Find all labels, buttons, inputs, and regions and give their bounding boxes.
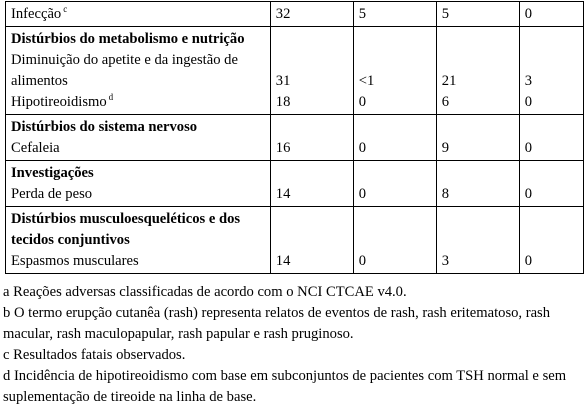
value-cell [519,115,583,161]
value: 5 [358,6,367,22]
value-cell [436,115,519,161]
value: 3 [524,73,533,89]
value: 14 [275,186,291,202]
value-cell [519,161,583,207]
value-cell [519,2,583,27]
table-row-metabolismo [6,27,584,115]
footnote-a: a Reações adversas classificadas de acordo com o NCI CTCAE v4.0. [3,284,407,300]
row-label-cell [6,207,271,274]
value-cell [353,2,436,27]
value-cell [436,207,519,274]
category-heading: Investigações [11,165,94,181]
value: 3 [441,253,450,269]
value: 0 [524,6,533,22]
value-cell [519,27,583,115]
table-row-sistema-nervoso [6,115,584,161]
value-cell [270,115,353,161]
value: 18 [275,94,291,110]
value: 0 [358,186,367,202]
value-cell [270,161,353,207]
value: 0 [524,186,533,202]
value-cell [436,161,519,207]
value: <1 [358,73,375,89]
value: 14 [275,253,291,269]
value: 0 [358,253,367,269]
value: 21 [441,73,457,89]
footnote-b: b O termo erupção cutanêa (rash) representa relatos de eventos de rash, rash eritematoso, rash macular, rash maculopapular, rash papular e rash pruginoso. [3,305,551,342]
row-label: Infecção [11,6,62,22]
value-cell [353,27,436,115]
value-cell [436,27,519,115]
value: 6 [441,94,450,110]
row-label-cell [6,27,271,115]
value: 0 [358,94,367,110]
value: 32 [275,6,291,22]
value: 0 [524,140,533,156]
row-label: Espasmos musculares [11,253,139,269]
value: 16 [275,140,291,156]
value-cell [270,27,353,115]
footnote-marker: c [63,4,68,15]
footnote-c: c Resultados fatais observados. [3,347,186,363]
row-label: Hipotireoidismo [11,94,107,110]
row-label-cell [6,115,271,161]
value-cell [353,207,436,274]
value: 0 [524,94,533,110]
value-cell [436,2,519,27]
table-row-infeccao [6,2,584,27]
table-row-musculoesqueleticos [6,207,584,274]
row-label: Diminuição do apetite e da ingestão de alimentos [11,52,238,89]
value-cell [270,2,353,27]
row-label: Cefaleia [11,140,60,156]
value: 0 [524,253,533,269]
value: 31 [275,73,291,89]
adverse-reactions-table [5,1,584,274]
value: 5 [441,6,450,22]
row-label: Perda de peso [11,186,93,202]
value-cell [353,161,436,207]
value: 9 [441,140,450,156]
category-heading: Distúrbios do metabolismo e nutrição [11,31,245,47]
value-cell [519,207,583,274]
value: 8 [441,186,450,202]
footnote-d: d Incidência de hipotireoidismo com base em subconjuntos de pacientes com TSH normal e sem suplementação de tireoide na linha de base. [3,368,567,405]
row-label-cell [6,161,271,207]
value-cell [353,115,436,161]
row-label-cell [6,2,271,27]
category-heading: Distúrbios do sistema nervoso [11,119,198,135]
value: 0 [358,140,367,156]
footnote-marker: d [108,92,114,103]
value-cell [270,207,353,274]
category-heading: Distúrbios musculoesqueléticos e dos tecidos conjuntivos [11,211,241,248]
table-row-investigacoes [6,161,584,207]
footnotes [3,282,583,408]
